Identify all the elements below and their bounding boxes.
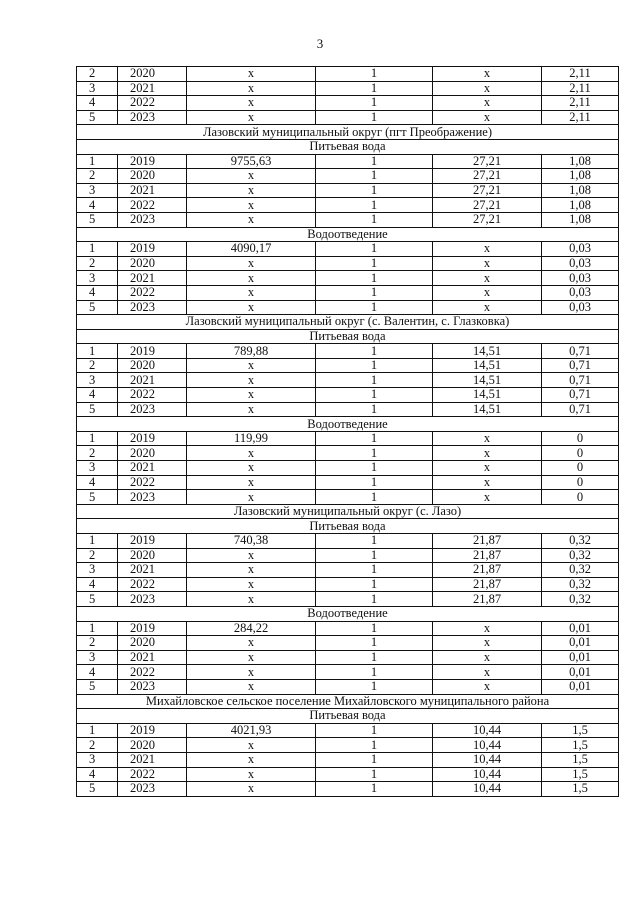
row-number-cell: 5 (77, 490, 118, 505)
value-cell: x (187, 446, 316, 461)
row-number-cell: 4 (77, 285, 118, 300)
index-cell: 27,21 (433, 198, 542, 213)
year-cell: 2021 (118, 563, 187, 578)
coefficient-cell: 1 (316, 242, 433, 257)
index-cell: 27,21 (433, 183, 542, 198)
row-number-cell: 4 (77, 96, 118, 111)
table-row (77, 198, 619, 213)
rate-cell: 0 (542, 446, 619, 461)
row-number-cell: 1 (77, 344, 118, 359)
index-cell: 10,44 (433, 738, 542, 753)
table-row (77, 738, 619, 753)
rate-cell: 1,5 (542, 752, 619, 767)
value-cell: 9755,63 (187, 154, 316, 169)
year-cell: 2021 (118, 650, 187, 665)
index-cell: x (433, 446, 542, 461)
table-row (77, 388, 619, 403)
coefficient-cell: 1 (316, 402, 433, 417)
table-row (77, 344, 619, 359)
index-cell: 10,44 (433, 752, 542, 767)
year-cell: 2022 (118, 198, 187, 213)
value-cell: x (187, 373, 316, 388)
index-cell: 21,87 (433, 563, 542, 578)
row-number-cell: 4 (77, 388, 118, 403)
index-cell: 14,51 (433, 358, 542, 373)
value-cell: 740,38 (187, 534, 316, 549)
section-heading-row (77, 504, 619, 519)
subsection-heading: Питьевая вода (77, 709, 619, 724)
coefficient-cell: 1 (316, 212, 433, 227)
value-cell: 119,99 (187, 431, 316, 446)
rate-cell: 0 (542, 490, 619, 505)
index-cell: 21,87 (433, 577, 542, 592)
coefficient-cell: 1 (316, 723, 433, 738)
year-cell: 2021 (118, 461, 187, 476)
value-cell: 4021,93 (187, 723, 316, 738)
table-row (77, 242, 619, 257)
table-row (77, 81, 619, 96)
rate-cell: 0,03 (542, 300, 619, 315)
table-row (77, 461, 619, 476)
rate-cell: 2,11 (542, 96, 619, 111)
year-cell: 2020 (118, 636, 187, 651)
coefficient-cell: 1 (316, 110, 433, 125)
index-cell: x (433, 242, 542, 257)
coefficient-cell: 1 (316, 154, 433, 169)
coefficient-cell: 1 (316, 67, 433, 82)
year-cell: 2019 (118, 723, 187, 738)
rate-cell: 0,01 (542, 665, 619, 680)
index-cell: x (433, 96, 542, 111)
year-cell: 2020 (118, 446, 187, 461)
subsection-heading-row (77, 329, 619, 344)
value-cell: x (187, 767, 316, 782)
index-cell: 21,87 (433, 548, 542, 563)
row-number-cell: 3 (77, 461, 118, 476)
year-cell: 2020 (118, 67, 187, 82)
rate-cell: 2,11 (542, 110, 619, 125)
value-cell: x (187, 563, 316, 578)
subsection-heading: Водоотведение (77, 606, 619, 621)
value-cell: x (187, 198, 316, 213)
coefficient-cell: 1 (316, 431, 433, 446)
table-row (77, 548, 619, 563)
year-cell: 2020 (118, 169, 187, 184)
rate-cell: 1,5 (542, 767, 619, 782)
row-number-cell: 3 (77, 752, 118, 767)
table-row (77, 110, 619, 125)
rate-cell: 0,32 (542, 534, 619, 549)
coefficient-cell: 1 (316, 96, 433, 111)
index-cell: x (433, 110, 542, 125)
index-cell: x (433, 461, 542, 476)
value-cell: x (187, 402, 316, 417)
year-cell: 2019 (118, 154, 187, 169)
index-cell: 14,51 (433, 402, 542, 417)
section-heading: Михайловское сельское поселение Михайловского муниципального района (77, 694, 619, 709)
coefficient-cell: 1 (316, 621, 433, 636)
coefficient-cell: 1 (316, 534, 433, 549)
coefficient-cell: 1 (316, 344, 433, 359)
rate-cell: 0,01 (542, 679, 619, 694)
index-cell: x (433, 636, 542, 651)
row-number-cell: 3 (77, 183, 118, 198)
value-cell: x (187, 782, 316, 797)
table-row (77, 285, 619, 300)
value-cell: x (187, 752, 316, 767)
subsection-heading: Водоотведение (77, 417, 619, 432)
section-heading: Лазовский муниципальный округ (с. Лазо) (77, 504, 619, 519)
year-cell: 2020 (118, 738, 187, 753)
coefficient-cell: 1 (316, 782, 433, 797)
value-cell: x (187, 169, 316, 184)
coefficient-cell: 1 (316, 548, 433, 563)
table-row (77, 300, 619, 315)
value-cell: x (187, 738, 316, 753)
year-cell: 2019 (118, 621, 187, 636)
table-row (77, 169, 619, 184)
row-number-cell: 2 (77, 446, 118, 461)
value-cell: x (187, 650, 316, 665)
coefficient-cell: 1 (316, 358, 433, 373)
index-cell: 14,51 (433, 344, 542, 359)
rate-cell: 1,08 (542, 183, 619, 198)
row-number-cell: 4 (77, 665, 118, 680)
coefficient-cell: 1 (316, 373, 433, 388)
index-cell: 27,21 (433, 169, 542, 184)
table-row (77, 767, 619, 782)
table-row (77, 534, 619, 549)
section-heading-row (77, 694, 619, 709)
table-row (77, 373, 619, 388)
row-number-cell: 5 (77, 679, 118, 694)
value-cell: 284,22 (187, 621, 316, 636)
rate-cell: 0,03 (542, 256, 619, 271)
year-cell: 2023 (118, 110, 187, 125)
value-cell: x (187, 358, 316, 373)
value-cell: x (187, 592, 316, 607)
index-cell: x (433, 431, 542, 446)
row-number-cell: 1 (77, 534, 118, 549)
value-cell: x (187, 96, 316, 111)
row-number-cell: 2 (77, 67, 118, 82)
value-cell: x (187, 67, 316, 82)
year-cell: 2021 (118, 373, 187, 388)
table-row (77, 431, 619, 446)
table-row (77, 212, 619, 227)
coefficient-cell: 1 (316, 256, 433, 271)
table-row (77, 636, 619, 651)
rate-cell: 0,32 (542, 577, 619, 592)
row-number-cell: 2 (77, 636, 118, 651)
coefficient-cell: 1 (316, 563, 433, 578)
section-heading-row (77, 125, 619, 140)
subsection-heading-row (77, 519, 619, 534)
row-number-cell: 2 (77, 738, 118, 753)
row-number-cell: 3 (77, 81, 118, 96)
index-cell: 10,44 (433, 782, 542, 797)
value-cell: x (187, 636, 316, 651)
year-cell: 2023 (118, 212, 187, 227)
rate-cell: 2,11 (542, 81, 619, 96)
table-row (77, 446, 619, 461)
row-number-cell: 2 (77, 256, 118, 271)
row-number-cell: 1 (77, 621, 118, 636)
index-cell: x (433, 67, 542, 82)
coefficient-cell: 1 (316, 183, 433, 198)
index-cell: x (433, 490, 542, 505)
row-number-cell: 5 (77, 592, 118, 607)
value-cell: x (187, 461, 316, 476)
index-cell: x (433, 256, 542, 271)
rate-cell: 1,08 (542, 169, 619, 184)
row-number-cell: 4 (77, 577, 118, 592)
page-number: 3 (316, 36, 324, 51)
rate-cell: 1,5 (542, 723, 619, 738)
index-cell: x (433, 679, 542, 694)
index-cell: 27,21 (433, 212, 542, 227)
rate-cell: 0,01 (542, 650, 619, 665)
rate-cell: 0,32 (542, 592, 619, 607)
subsection-heading: Водоотведение (77, 227, 619, 242)
row-number-cell: 3 (77, 271, 118, 286)
value-cell: x (187, 285, 316, 300)
table-row (77, 475, 619, 490)
index-cell: 27,21 (433, 154, 542, 169)
value-cell: 789,88 (187, 344, 316, 359)
subsection-heading-row (77, 417, 619, 432)
row-number-cell: 1 (77, 242, 118, 257)
index-cell: 14,51 (433, 388, 542, 403)
year-cell: 2022 (118, 96, 187, 111)
rate-cell: 1,08 (542, 212, 619, 227)
rate-cell: 0,32 (542, 548, 619, 563)
row-number-cell: 2 (77, 169, 118, 184)
table-row (77, 67, 619, 82)
year-cell: 2020 (118, 548, 187, 563)
rate-cell: 0,03 (542, 271, 619, 286)
value-cell: 4090,17 (187, 242, 316, 257)
rate-cell: 2,11 (542, 67, 619, 82)
row-number-cell: 1 (77, 723, 118, 738)
rate-cell: 1,5 (542, 738, 619, 753)
section-heading-row (77, 315, 619, 330)
rate-cell: 0,71 (542, 402, 619, 417)
table-row (77, 679, 619, 694)
rate-cell: 0,03 (542, 285, 619, 300)
year-cell: 2022 (118, 388, 187, 403)
row-number-cell: 3 (77, 563, 118, 578)
value-cell: x (187, 256, 316, 271)
coefficient-cell: 1 (316, 752, 433, 767)
coefficient-cell: 1 (316, 679, 433, 694)
year-cell: 2021 (118, 183, 187, 198)
rate-cell: 0,03 (542, 242, 619, 257)
year-cell: 2022 (118, 665, 187, 680)
row-number-cell: 5 (77, 110, 118, 125)
table-row (77, 621, 619, 636)
table-row (77, 358, 619, 373)
year-cell: 2019 (118, 534, 187, 549)
table-row (77, 723, 619, 738)
value-cell: x (187, 300, 316, 315)
rate-cell: 0,71 (542, 358, 619, 373)
value-cell: x (187, 665, 316, 680)
table-row (77, 650, 619, 665)
row-number-cell: 5 (77, 212, 118, 227)
value-cell: x (187, 183, 316, 198)
year-cell: 2019 (118, 242, 187, 257)
year-cell: 2023 (118, 679, 187, 694)
rate-cell: 1,5 (542, 782, 619, 797)
coefficient-cell: 1 (316, 198, 433, 213)
tariff-table (76, 66, 619, 797)
value-cell: x (187, 81, 316, 96)
year-cell: 2022 (118, 285, 187, 300)
table-row (77, 490, 619, 505)
value-cell: x (187, 271, 316, 286)
rate-cell: 1,08 (542, 154, 619, 169)
subsection-heading: Питьевая вода (77, 519, 619, 534)
section-heading: Лазовский муниципальный округ (пгт Преображение) (77, 125, 619, 140)
coefficient-cell: 1 (316, 738, 433, 753)
year-cell: 2023 (118, 782, 187, 797)
row-number-cell: 5 (77, 402, 118, 417)
index-cell: 14,51 (433, 373, 542, 388)
index-cell: x (433, 271, 542, 286)
table-row (77, 271, 619, 286)
row-number-cell: 5 (77, 300, 118, 315)
year-cell: 2021 (118, 81, 187, 96)
year-cell: 2020 (118, 256, 187, 271)
row-number-cell: 2 (77, 358, 118, 373)
rate-cell: 0,32 (542, 563, 619, 578)
year-cell: 2019 (118, 431, 187, 446)
index-cell: 21,87 (433, 592, 542, 607)
year-cell: 2020 (118, 358, 187, 373)
rate-cell: 0,71 (542, 344, 619, 359)
table-row (77, 256, 619, 271)
tariff-table-body (77, 67, 619, 797)
year-cell: 2023 (118, 490, 187, 505)
subsection-heading-row (77, 709, 619, 724)
coefficient-cell: 1 (316, 285, 433, 300)
year-cell: 2022 (118, 475, 187, 490)
table-row (77, 782, 619, 797)
rate-cell: 1,08 (542, 198, 619, 213)
subsection-heading-row (77, 139, 619, 154)
index-cell: 21,87 (433, 534, 542, 549)
value-cell: x (187, 475, 316, 490)
year-cell: 2023 (118, 300, 187, 315)
subsection-heading-row (77, 606, 619, 621)
value-cell: x (187, 679, 316, 694)
year-cell: 2021 (118, 271, 187, 286)
value-cell: x (187, 388, 316, 403)
table-row (77, 154, 619, 169)
index-cell: x (433, 300, 542, 315)
coefficient-cell: 1 (316, 300, 433, 315)
row-number-cell: 3 (77, 373, 118, 388)
index-cell: x (433, 81, 542, 96)
year-cell: 2022 (118, 577, 187, 592)
coefficient-cell: 1 (316, 81, 433, 96)
coefficient-cell: 1 (316, 636, 433, 651)
coefficient-cell: 1 (316, 577, 433, 592)
coefficient-cell: 1 (316, 665, 433, 680)
rate-cell: 0,01 (542, 636, 619, 651)
rate-cell: 0 (542, 475, 619, 490)
value-cell: x (187, 577, 316, 592)
index-cell: 10,44 (433, 767, 542, 782)
index-cell: x (433, 650, 542, 665)
subsection-heading: Питьевая вода (77, 139, 619, 154)
row-number-cell: 4 (77, 475, 118, 490)
index-cell: 10,44 (433, 723, 542, 738)
coefficient-cell: 1 (316, 388, 433, 403)
coefficient-cell: 1 (316, 461, 433, 476)
table-row (77, 183, 619, 198)
value-cell: x (187, 212, 316, 227)
rate-cell: 0,71 (542, 373, 619, 388)
table-row (77, 665, 619, 680)
index-cell: x (433, 621, 542, 636)
subsection-heading-row (77, 227, 619, 242)
coefficient-cell: 1 (316, 446, 433, 461)
row-number-cell: 2 (77, 548, 118, 563)
table-row (77, 563, 619, 578)
year-cell: 2023 (118, 402, 187, 417)
coefficient-cell: 1 (316, 490, 433, 505)
table-row (77, 752, 619, 767)
row-number-cell: 4 (77, 198, 118, 213)
table-row (77, 402, 619, 417)
index-cell: x (433, 475, 542, 490)
rate-cell: 0,71 (542, 388, 619, 403)
table-row (77, 592, 619, 607)
subsection-heading: Питьевая вода (77, 329, 619, 344)
rate-cell: 0 (542, 461, 619, 476)
value-cell: x (187, 110, 316, 125)
index-cell: x (433, 285, 542, 300)
coefficient-cell: 1 (316, 475, 433, 490)
coefficient-cell: 1 (316, 767, 433, 782)
table-row (77, 577, 619, 592)
year-cell: 2023 (118, 592, 187, 607)
row-number-cell: 4 (77, 767, 118, 782)
coefficient-cell: 1 (316, 592, 433, 607)
row-number-cell: 1 (77, 154, 118, 169)
section-heading: Лазовский муниципальный округ (с. Валентин, с. Глазковка) (77, 315, 619, 330)
index-cell: x (433, 665, 542, 680)
rate-cell: 0,01 (542, 621, 619, 636)
rate-cell: 0 (542, 431, 619, 446)
coefficient-cell: 1 (316, 650, 433, 665)
table-row (77, 96, 619, 111)
year-cell: 2021 (118, 752, 187, 767)
row-number-cell: 3 (77, 650, 118, 665)
coefficient-cell: 1 (316, 169, 433, 184)
year-cell: 2022 (118, 767, 187, 782)
value-cell: x (187, 490, 316, 505)
row-number-cell: 1 (77, 431, 118, 446)
coefficient-cell: 1 (316, 271, 433, 286)
year-cell: 2019 (118, 344, 187, 359)
value-cell: x (187, 548, 316, 563)
row-number-cell: 5 (77, 782, 118, 797)
